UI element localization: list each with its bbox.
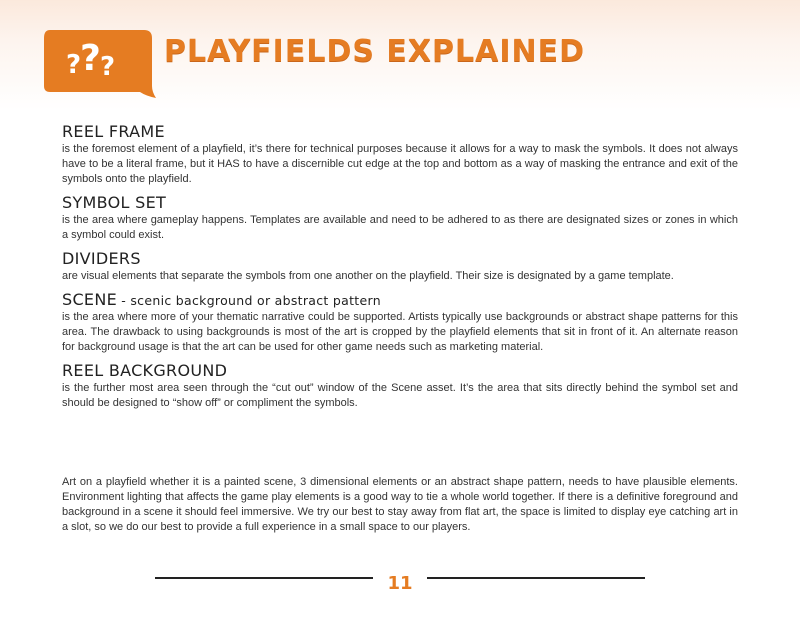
section-dividers <box>62 249 738 284</box>
section-heading <box>62 361 738 380</box>
footer-rule-left <box>155 577 373 579</box>
section-body: is the area where gameplay happens. Templates are available and need to be adhered to as there are designated sizes or zones in which a symbol could exist. <box>62 214 738 241</box>
section-reel-frame <box>62 122 738 187</box>
section-title: SCENE <box>62 290 118 309</box>
section-title: REEL FRAME <box>62 122 165 141</box>
section-heading <box>62 122 738 141</box>
sections-container <box>62 122 738 417</box>
section-title: DIVIDERS <box>62 249 141 268</box>
section-reel-background <box>62 361 738 411</box>
page-title: PLAYFIELDS EXPLAINED <box>164 34 586 69</box>
section-scene <box>62 290 738 355</box>
section-title: REEL BACKGROUND <box>62 361 228 380</box>
logo-question-mark: ? <box>65 50 81 80</box>
page-header <box>0 0 800 110</box>
page-number: 11 <box>387 573 413 594</box>
section-body: is the foremost element of a playfield, it’s there for technical purposes because it allows for a way to mask the symbols. It does not always have to be a literal frame, but it HAS to have a discernible cut edge at the top and bottom as a way of masking the entrance and exit of the symbols onto the playfield. <box>62 143 738 185</box>
section-body: is the further most area seen through the “cut out” window of the Scene asset. It’s the area that sits directly behind the symbol set and should be designed to “show off” or compliment the symbols. <box>62 382 738 409</box>
section-body: are visual elements that separate the symbols from one another on the playfield. Their size is designated by a game template. <box>62 270 674 282</box>
section-subtitle: - scenic background or abstract pattern <box>117 293 381 308</box>
logo-question-mark: ? <box>99 52 115 82</box>
section-body: is the area where more of your thematic narrative could be supported. Artists typically use backgrounds or abstract shape patterns for this area. The drawback to using backgrounds is most of the art is cropped by the playfield elements that sit in front of it. An alternate reason for background usage is that the art can be used for other game needs such as marketing material. <box>62 311 738 353</box>
footer-rule-right <box>427 577 645 579</box>
page-footer <box>0 565 800 605</box>
closing-paragraph: Art on a playfield whether it is a painted scene, 3 dimensional elements or an abstract shape pattern, needs to have plausible elements. Environment lighting that affects the game play elements is a good way to tie a whole world together. If there is a definitive foreground and background in a scene it should feel immersive. We try our best to stay away from flat art, the space is limited to display eye catching art in a slot, so we do our best to provide a full experience in a small space to our players. <box>62 476 738 533</box>
logo-question-mark: ? <box>80 38 100 79</box>
section-title: SYMBOL SET <box>62 193 167 212</box>
section-heading <box>62 193 738 212</box>
section-symbol-set <box>62 193 738 243</box>
section-heading <box>62 290 738 309</box>
logo-question-marks <box>44 32 136 92</box>
section-heading <box>62 249 738 268</box>
